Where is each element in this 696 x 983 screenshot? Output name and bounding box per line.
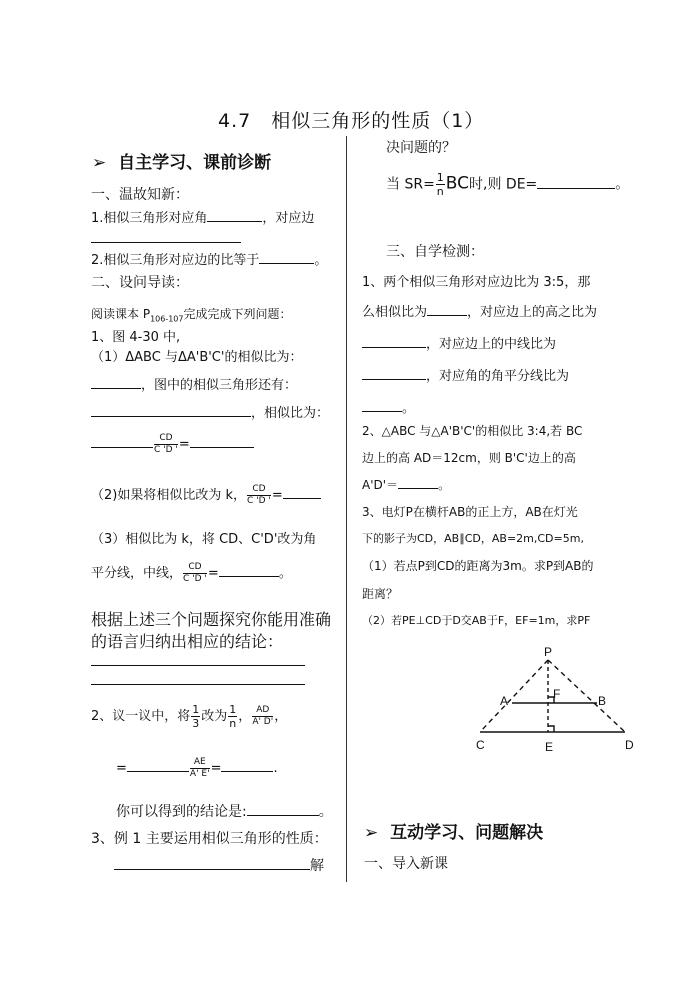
check-q1-line3: ，对应边上的中线比为: [362, 333, 556, 352]
check-q2-line3: A'D'＝ 。: [362, 478, 451, 492]
page-title: 4.7 相似三角形的性质（1）: [218, 110, 485, 132]
answer-blank[interactable]: [362, 335, 426, 348]
review-q2: 2.相似三角形对应边的比等于 。: [91, 253, 328, 268]
question-1c: ，相似比为：: [91, 402, 329, 421]
review-q1: 1.相似三角形对应角 ，对应边: [91, 211, 315, 226]
reading-instruction: 阅读课本 $P_{106-107}$完成完成下列问题：: [91, 307, 292, 324]
label-d: D: [625, 738, 634, 752]
answer-blank[interactable]: [537, 176, 615, 189]
answer-blank[interactable]: [221, 759, 273, 772]
fraction-one-third: $\frac{1}{3}$: [192, 703, 200, 730]
label-b: B: [598, 694, 607, 708]
fraction-one-n: $\frac{1}{n}$: [436, 171, 444, 198]
answer-blank[interactable]: [91, 435, 153, 448]
question-1f: 平分线，中线， $\frac{CD}{C 'D '}$ = 。: [91, 562, 292, 584]
section-heading-self-study: ➢ 自主学习、课前诊断: [92, 153, 272, 173]
check-q1-line1: 1、两个相似三角形对应边比为 3:5，那: [362, 275, 591, 290]
check-q3-line3: （1）若点P到CD的距离为3m。求P到AB的: [362, 559, 594, 573]
answer-blank[interactable]: [127, 759, 189, 772]
question-1d: （2)如果将相似比改为 k， $\frac{CD}{C 'D '}$ =: [91, 484, 321, 506]
column-divider: [346, 136, 347, 882]
answer-blank[interactable]: [362, 399, 402, 412]
conclusion-prompt-2: 的语言归纳出相应的结论：: [91, 632, 284, 651]
review-heading: 一、温故知新：: [91, 187, 189, 203]
ae-ratio-line: = $\frac{AE}{A' E'}$ = .: [116, 757, 278, 779]
answer-blank[interactable]: [427, 303, 467, 316]
answer-blank[interactable]: [398, 476, 438, 489]
intro-heading: 一、导入新课: [364, 856, 448, 872]
question-3-answer: 解: [114, 855, 324, 875]
cd-ratio-line: $\frac{CD}{C 'D '}$ =: [91, 434, 254, 455]
label-f: F: [553, 687, 561, 701]
fraction-cd: $\frac{CD}{C 'D '}$: [183, 562, 207, 584]
answer-blank[interactable]: [91, 684, 305, 685]
label-a: A: [500, 694, 509, 708]
check-q3-line4: 距离？: [362, 587, 399, 601]
check-q2-line2: 边上的高 AD＝12cm，则 B'C'边上的高: [362, 451, 576, 465]
fraction-one-n: $\frac{1}{n}$: [229, 703, 237, 730]
answer-blank[interactable]: [190, 435, 254, 448]
check-q3-line2: 下的影子为CD，AB∥CD，AB=2m,CD=5m,: [362, 532, 584, 545]
question-3: 3、例 1 主要运用相似三角形的性质：: [91, 831, 328, 847]
sr-question: 当 SR= $\frac{1}{n}$ BC时,则 DE= 。: [386, 171, 630, 198]
ray-pc: [480, 660, 548, 732]
check-q1-line5: 。: [362, 397, 415, 416]
question-2-conclusion: 你可以得到的结论是: 。: [116, 804, 333, 820]
question-1b: ，图中的相似三角形还有：: [91, 374, 297, 393]
check-q1-line2: 么相似比为 ，对应边上的高之比为: [362, 305, 598, 320]
right-angle-mark-e: [548, 726, 554, 732]
label-c: C: [476, 738, 485, 752]
fraction-cd: $\frac{CD}{C 'D '}$: [154, 433, 178, 455]
answer-blank[interactable]: [259, 251, 314, 264]
answer-blank[interactable]: [247, 803, 319, 816]
answer-blank[interactable]: [219, 564, 279, 577]
section-heading-interactive: ➢ 互动学习、问题解决: [364, 823, 544, 843]
answer-blank[interactable]: [283, 486, 321, 499]
check-q3-line5: （2）若PE⊥CD于D交AB于F，EF=1m，求PF: [362, 614, 591, 627]
question-2: 2、议一议中，将 $\frac{1}{3}$ 改为 $\frac{1}{n}$ ， $\frac{AD}{A' D'}$ ，: [91, 703, 288, 730]
arrow-bullet-icon: ➢: [364, 823, 379, 843]
question-1e: （3）相似比为 k，将 CD、C'D'改为角: [91, 532, 317, 547]
check-q3-line1: 3、电灯P在横杆AB的正上方，AB在灯光: [362, 505, 578, 519]
fraction-ae: $\frac{AE}{A' E'}$: [189, 757, 210, 779]
answer-blank[interactable]: [91, 242, 241, 243]
check-q2-line1: 2、△ABC 与△A'B'C'的相似比 3:4,若 BC: [362, 424, 583, 438]
label-e: E: [545, 740, 554, 754]
answer-blank[interactable]: [91, 376, 141, 389]
fraction-ad: $\frac{AD}{A' D'}$: [252, 705, 274, 727]
answer-blank[interactable]: [91, 665, 305, 666]
answer-blank[interactable]: [207, 209, 262, 222]
self-check-heading: 三、自学检测：: [386, 244, 484, 260]
conclusion-prompt-1: 根据上述三个问题探究你能用准确: [91, 610, 332, 629]
answer-blank[interactable]: [114, 857, 310, 870]
label-p: P: [544, 645, 553, 659]
lamp-shadow-figure: [470, 640, 645, 760]
guide-heading: 二、设问导读：: [91, 275, 189, 291]
answer-blank[interactable]: [91, 404, 251, 417]
question-1: 1、图 4-30 中,: [91, 330, 181, 345]
continued-text: 决问题的？: [386, 140, 456, 156]
arrow-bullet-icon: ➢: [92, 153, 107, 173]
check-q1-line4: ，对应角的角平分线比为: [362, 365, 569, 384]
fraction-cd: $\frac{CD}{C 'D '}$: [247, 484, 271, 506]
answer-blank[interactable]: [362, 367, 426, 380]
question-1a: （1）ΔABC 与ΔA'B'C'的相似比为：: [91, 350, 303, 365]
